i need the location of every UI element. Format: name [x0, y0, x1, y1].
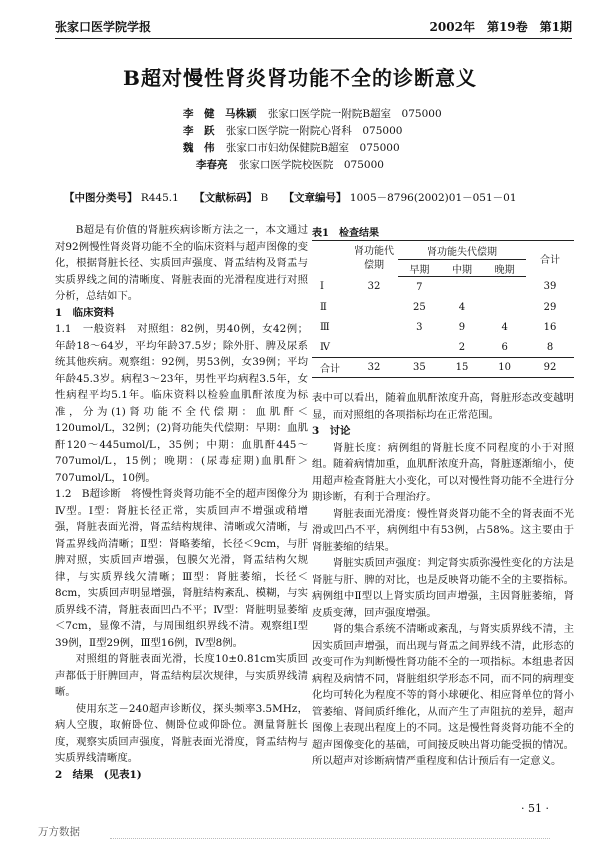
discussion-surface: 肾脏表面光滑度：慢性肾炎肾功能不全的肾表面不光滑或凹凸不平，病例组中有53例，占58%。这主要由于肾脏萎缩的结果。 [312, 507, 574, 553]
discussion-length: 肾脏长度：病例组的肾脏长度不同程度的小于对照组。随着病情加重，血肌酐浓度升高，肾脏逐渐缩小，使用超声检查肾脏大小变化，可以对慢性肾功能不全进行分期诊断，有利于合理治疗。 [312, 441, 574, 503]
table-header-compensated: 肾功能代偿期 [350, 241, 398, 277]
table-row [312, 317, 574, 337]
issue-info: 2002年 第19卷 第1期 [429, 20, 572, 34]
author-name: 魏 伟 [183, 142, 215, 154]
watermark: 万方数据 [38, 826, 80, 838]
doc-code-label: 【文献标码】 [194, 192, 258, 204]
table-cell [398, 337, 441, 358]
table-cell: 4 [501, 321, 508, 333]
discussion-echo: 肾脏实质回声强度：判定肾实质弥漫性变化的方法是肾脏与肝、脾的对比，也是反映肾功能不全的主要指标。病例组中Ⅱ型以上肾实质均回声增强，主因肾脏萎缩，肾皮质变薄，回声强度增强。 [312, 557, 574, 619]
table-cell [483, 297, 526, 317]
table-cell: 16 [543, 321, 557, 333]
table-header-mid: 中期 [441, 260, 484, 277]
results-table [312, 240, 574, 378]
article-id-value: 1005－8796(2002)01－051－01 [349, 192, 517, 204]
author-affiliation: 张家口医学院校医院 075000 [238, 159, 384, 171]
table-cell: 35 [398, 358, 441, 378]
table-cell: 2 [458, 341, 466, 353]
table-cell: 39 [543, 281, 557, 293]
left-column [55, 222, 308, 783]
author-affiliation: 张家口市妇幼保健院B超室 075000 [225, 142, 400, 154]
author-name: 李 跃 [183, 125, 215, 137]
table-cell: 15 [441, 358, 484, 378]
author-line-1 [183, 106, 442, 123]
control-group-paragraph: 对照组的肾脏表面光滑，长度10±0.81cm实质回声都低于肝脾回声，肾盂结构层次规律，与实质界线清晰。 [55, 653, 308, 698]
table-cell: 10 [483, 358, 526, 378]
table-cell: 合计 [312, 358, 350, 378]
intro-paragraph: B超是有价值的肾脏疾病诊断方法之一，本文通过对92例慢性肾炎肾功能不全的临床资料与超声图像的变化，根据肾脏长径、实质回声强度、肾盂结构及肾盂与实质界线之间的清晰度、肾脏表面的光滑程度进行对照分析，总结如下。 [55, 224, 308, 302]
table-row [312, 277, 574, 298]
table-cell: 25 [412, 301, 426, 313]
table-cell: Ⅰ [320, 281, 324, 293]
table-cell [350, 317, 398, 337]
right-column [312, 390, 574, 770]
table-cell: 92 [526, 358, 574, 378]
author-name: 李春亮 [196, 159, 228, 171]
table-header-late: 晚期 [483, 260, 526, 277]
page-number: · 51 · [521, 802, 549, 815]
subsection-bus-diagnosis: 1.2 B超诊断 将慢性肾炎肾功能不全的超声图像分为Ⅳ型。Ⅰ型：肾脏长径正常，实质回声不增强或稍增强，肾脏表面光滑，肾盂结构规律、清晰或欠清晰，与肾盂界线尚清晰；Ⅱ型：肾略萎缩，长径＜9cm，与肝脾对照，实质回声增强，包膜欠光滑，肾盂结构欠规律，与实质界线欠清晰；Ⅲ型：肾脏萎缩，长径＜8cm，实质回声明显增强，肾脏结构紊乱、模糊，与实质界线不清，肾脏表面凹凸不平；Ⅳ型：肾脏明显萎缩＜7cm，显像不清，与周围组织界线不清。观察组Ⅰ型39例，Ⅱ型29例，Ⅲ型16例，Ⅳ型8例。 [55, 488, 308, 649]
author-line-3 [183, 140, 400, 157]
table-header-early: 早期 [398, 260, 441, 277]
table-cell: 9 [458, 321, 466, 333]
header-rule [55, 38, 572, 39]
table-cell: 6 [501, 341, 508, 353]
author-line-2 [183, 123, 402, 140]
table-cell [441, 277, 484, 298]
table-cell: 32 [367, 281, 381, 293]
table-cell: Ⅲ [320, 321, 330, 333]
table-note: 表中可以看出，随着血肌酐浓度升高，肾脏形态改变越明显，而对照组的各项指标均在正常范围。 [312, 392, 574, 421]
author-affiliation: 张家口医学院一附院心肾科 075000 [225, 125, 403, 137]
clc-value: R445.1 [140, 192, 179, 204]
table-caption: 表1 检查结果 [312, 228, 379, 239]
journal-name: 张家口医学院学报 [55, 20, 152, 34]
table-header-decompensated: 肾功能失代偿期 [398, 241, 526, 260]
table-cell [350, 337, 398, 358]
running-header [55, 14, 572, 36]
author-line-4 [196, 157, 384, 174]
table-cell: 4 [458, 301, 466, 313]
classification-line [64, 190, 517, 205]
section-heading: 2 结果 (见表1) [55, 768, 142, 781]
discussion-collecting-system: 肾的集合系统不清晰或紊乱，与肾实质界线不清，主因实质回声增强，而出现与肾盂之间界线不清，此形态的改变可作为判断慢性肾功能不全的一项指标。本组患者因病程及病情不同，肾脏组织学形态不同，而不同的病理变化均可转化为程度不等的肾小球硬化、相应肾单位的肾小管萎缩、肾间质纤维化，从而产生了声阻抗的差异，超声图像上表现出程度上的不同。这是慢性肾炎肾功能不全的超声图像变化的基础，可间接反映出肾功能受损的情况。所以超声对诊断病情严重程度和估计预后有一定意义。 [312, 623, 574, 767]
table-row-total [312, 358, 574, 378]
footer-dotted-line [110, 838, 550, 839]
table-cell: 32 [350, 358, 398, 378]
doc-code-value: B [260, 192, 269, 204]
table-row [312, 337, 574, 358]
table-cell: 29 [543, 301, 557, 313]
author-name: 李 健 马株颖 [183, 108, 257, 120]
table-cell [350, 297, 398, 317]
table-row [312, 297, 574, 317]
table-cell: 7 [416, 281, 423, 293]
table-header-total: 合计 [526, 241, 574, 277]
article-title: B超对慢性肾炎肾功能不全的诊断意义 [123, 66, 477, 90]
table-cell: Ⅱ [320, 301, 327, 313]
table-cell: 3 [416, 321, 423, 333]
table-cell [483, 277, 526, 298]
section-heading: 3 讨论 [312, 425, 351, 437]
author-affiliation: 张家口医学院一附院B超室 075000 [267, 108, 442, 120]
clc-label: 【中图分类号】 [64, 192, 138, 204]
section-heading: 1 临床资料 [55, 306, 115, 319]
instrument-paragraph: 使用东芝－240超声诊断仪，探头频率3.5MHz，病人空腹，取俯卧位、侧卧位或仰卧位。测量肾脏长度，观察实质回声强度，肾脏表面光滑度，肾盂结构与实质界线清晰度。 [55, 702, 308, 764]
subsection-general-data: 1.1 一般资料 对照组：82例，男40例，女42例；年龄18～64岁，平均年龄37.5岁；除外肝、脾及尿系统其他疾病。观察组：92例，男53例，女39例；平均年龄45.3岁。病程3～23年，男性平均病程3.5年，女性病程平均5.1年。临床资料以检验血肌酐浓度为标准，分为(1)肾功能不全代偿期：血肌酐＜120umol/L，32例；(2)肾功能失代偿期：早期：血肌酐120～445umol/L，35例；中期：血肌酐445～707umol/L，15例；晚期：(尿毒症期)血肌酐＞707umol/L，10例。 [55, 323, 308, 484]
table-header-blank [312, 241, 350, 277]
table-cell: 8 [546, 341, 554, 353]
table-cell: Ⅳ [320, 341, 330, 353]
article-id-label: 【文章编号】 [283, 192, 347, 204]
